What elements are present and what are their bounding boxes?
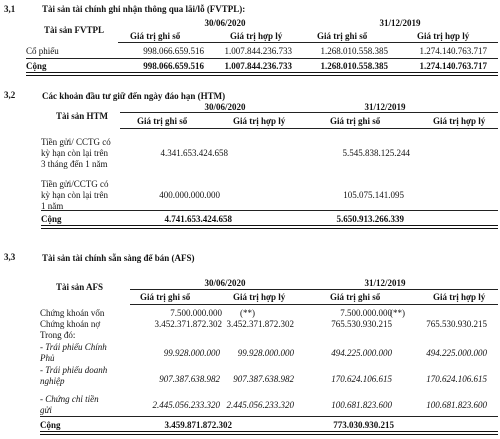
- total-value: 4.741.653.424.658: [164, 214, 232, 224]
- total-value: 1.007.844.236.733: [224, 61, 292, 71]
- cell-value: 170.624.106.615: [331, 374, 392, 384]
- cell-value: 105.075.141.095: [343, 190, 404, 200]
- cell-value: 765.530.930.215: [426, 319, 487, 329]
- cell-value: 400.000.000.000: [159, 190, 220, 200]
- header-fair-value: Giá trị hợp lý: [233, 116, 286, 126]
- rule: [118, 42, 498, 43]
- row-label: nghiệp: [40, 376, 65, 386]
- row-label: gửi: [40, 405, 52, 415]
- total-value: 1.268.010.558.385: [320, 61, 388, 71]
- cell-value: 494.225.000.000: [331, 348, 392, 358]
- row-label: Tiền gửi/ CCTG có: [41, 137, 111, 147]
- row-label: - Trái phiếu doanh: [40, 365, 108, 375]
- row-label: Trong đó:: [40, 330, 76, 340]
- total-value: 998.066.659.516: [143, 61, 204, 71]
- header-book-value: Giá trị ghi sổ: [140, 292, 191, 302]
- row-label: kỳ hạn còn lại trên: [41, 190, 108, 200]
- cell-value: 7.500.000.000: [170, 308, 222, 318]
- header-book-value: Giá trị ghi sổ: [130, 31, 181, 41]
- cell-value: 170.624.106.615: [426, 374, 487, 384]
- double-rule: [40, 431, 498, 435]
- rule: [40, 416, 498, 417]
- cell-value: 494.225.000.000: [426, 348, 487, 358]
- row-label: Chứng khoán nợ: [40, 319, 101, 329]
- header-book-value: Giá trị ghi sổ: [330, 292, 381, 302]
- header-book-value: Giá trị ghi sổ: [137, 116, 188, 126]
- cell-value: 100.681.823.600: [331, 400, 392, 410]
- cell-note: (**): [240, 308, 255, 318]
- rule: [130, 289, 498, 290]
- date-header: 31/12/2019: [379, 18, 421, 28]
- section-title: Các khoản đầu tư giữ đến ngày đáo hạn (HTM): [42, 91, 226, 101]
- section-number: 3,3: [4, 252, 16, 262]
- column-label: Tài sản HTM: [56, 111, 109, 121]
- header-fair-value: Giá trị hợp lý: [417, 31, 470, 41]
- section-number: 3,1: [4, 4, 16, 14]
- cell-value: 907.387.638.982: [233, 374, 294, 384]
- cell-value: 1.274.140.763.717: [419, 46, 487, 56]
- cell-value: 765.530.930.215: [331, 319, 392, 329]
- row-label: - Trái phiếu Chính: [40, 342, 107, 352]
- date-header: 30/06/2020: [204, 18, 246, 28]
- cell-value: 3.452.371.872.302: [226, 319, 294, 329]
- row-label: 3 tháng đến 1 năm: [41, 159, 108, 169]
- header-book-value: Giá trị ghi sổ: [330, 116, 381, 126]
- section-number: 3,2: [4, 90, 16, 100]
- total-label: Cộng: [40, 420, 61, 430]
- cell-value: 2.445.056.233.320: [226, 400, 294, 410]
- cell-value: 100.681.823.600: [426, 400, 487, 410]
- cell-value: 2.445.056.233.320: [152, 400, 220, 410]
- cell-value: 1.268.010.558.385: [320, 46, 388, 56]
- total-value: 5.650.913.266.339: [336, 214, 404, 224]
- header-fair-value: Giá trị hợp lý: [433, 292, 486, 302]
- section-title: Tài sản tài chính sẵn sàng để bán (AFS): [42, 253, 195, 263]
- column-label: Tài sản FVTPL: [44, 25, 105, 35]
- header-fair-value: Giá trị hợp lý: [433, 116, 486, 126]
- total-label: Cộng: [41, 214, 62, 224]
- section-title: Tài sản tài chính ghi nhận thông qua lãi/lỗ (FVTPL):: [42, 4, 246, 14]
- row-label: kỳ hạn còn lại trên: [41, 148, 108, 158]
- column-label: Tài sản AFS: [56, 282, 104, 292]
- cell-value: 1.007.844.236.733: [224, 46, 292, 56]
- cell-value: 5.545.838.125.244: [342, 148, 410, 158]
- total-value: 3.459.871.872.302: [164, 420, 232, 430]
- row-label: Cổ phiếu: [26, 46, 59, 56]
- cell-value: 7.500.000.000: [340, 308, 392, 318]
- date-header: 30/06/2020: [204, 102, 246, 112]
- cell-value: 998.066.659.516: [143, 46, 204, 56]
- cell-value: 4.341.653.424.658: [160, 148, 228, 158]
- date-header: 31/12/2019: [364, 102, 406, 112]
- total-value: 773.030.930.215: [333, 420, 394, 430]
- cell-value: 3.452.371.872.302: [154, 319, 222, 329]
- header-fair-value: Giá trị hợp lý: [233, 292, 286, 302]
- rule: [26, 58, 498, 59]
- row-label: Tiền gửi/CCTG có: [41, 179, 109, 189]
- rule: [130, 304, 498, 305]
- total-value: 1.274.140.763.717: [419, 61, 487, 71]
- date-header: 30/06/2020: [204, 278, 246, 288]
- rule: [120, 128, 498, 129]
- cell-value: 907.387.638.982: [159, 374, 220, 384]
- cell-value: 99.928.000.000: [163, 348, 220, 358]
- header-fair-value: Giá trị hợp lý: [230, 31, 283, 41]
- row-label: - Chứng chỉ tiền: [40, 394, 99, 404]
- rule: [120, 112, 498, 113]
- date-header: 31/12/2019: [364, 278, 406, 288]
- total-label: Cộng: [26, 61, 47, 71]
- rule: [41, 210, 498, 211]
- header-book-value: Giá trị ghi sổ: [317, 31, 368, 41]
- row-label: Phủ: [40, 353, 55, 363]
- cell-value: 99.928.000.000: [237, 348, 294, 358]
- row-label: Chứng khoán vốn: [40, 308, 105, 318]
- row-label: 1 năm: [41, 201, 64, 211]
- double-rule: [26, 72, 498, 76]
- cell-note: (**): [390, 308, 405, 318]
- double-rule: [41, 225, 498, 229]
